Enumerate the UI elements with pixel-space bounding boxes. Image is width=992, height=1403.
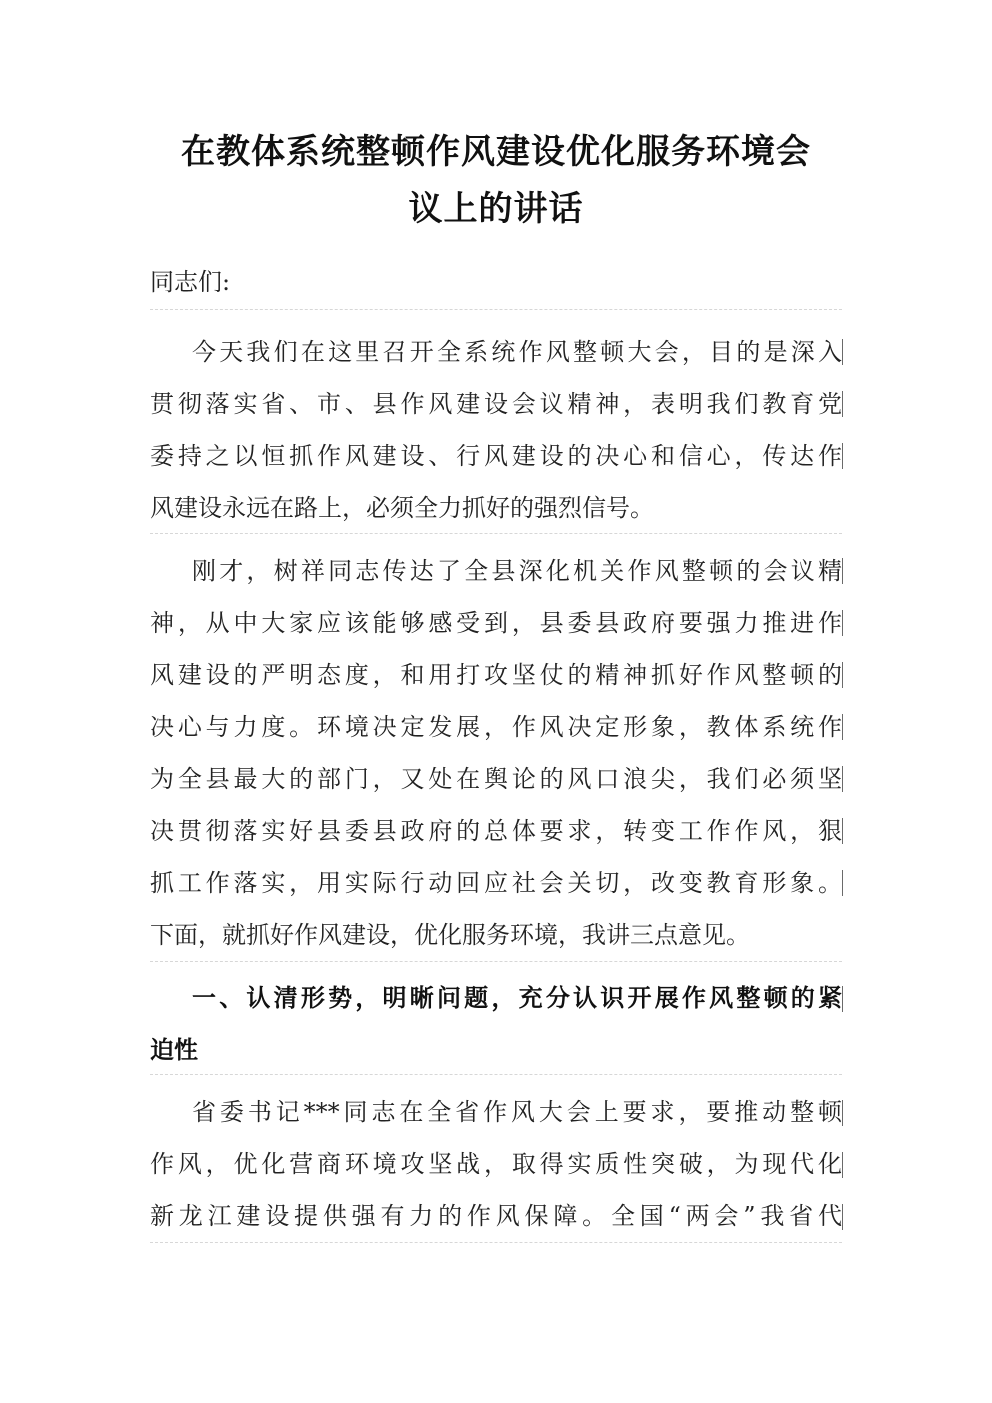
text-cursor-mark bbox=[842, 443, 843, 469]
title-line: 议上的讲话 bbox=[408, 189, 584, 229]
text-cursor-mark bbox=[842, 558, 843, 584]
text-line: 决贯彻落实好县委县政府的总体要求，转变工作作风，狠 bbox=[150, 817, 842, 845]
section-divider bbox=[150, 1242, 842, 1243]
document-title bbox=[150, 124, 842, 238]
text-line: 风建设永远在路上，必须全力抓好的强烈信号。 bbox=[150, 494, 654, 522]
text-line: 为全县最大的部门，又处在舆论的风口浪尖，我们必须坚 bbox=[150, 765, 842, 793]
heading-1 bbox=[150, 972, 842, 1076]
text-line: 委持之以恒抓作风建设、行风建设的决心和信心，传达作 bbox=[150, 442, 842, 470]
section-divider bbox=[150, 309, 842, 310]
paragraph-1 bbox=[150, 326, 842, 534]
text-line: 神，从中大家应该能够感受到，县委县政府要强力推进作 bbox=[150, 609, 842, 637]
text-cursor-mark bbox=[842, 714, 843, 740]
section-divider bbox=[150, 961, 842, 962]
text-line: 决心与力度。环境决定发展，作风决定形象，教体系统作 bbox=[150, 713, 842, 741]
text-cursor-mark bbox=[842, 766, 843, 792]
text-cursor-mark bbox=[842, 986, 843, 1012]
heading-line: 迫性 bbox=[150, 1035, 198, 1064]
text-cursor-mark bbox=[842, 870, 843, 896]
text-line: 今天我们在这里召开全系统作风整顿大会，目的是深入 bbox=[192, 338, 842, 366]
text-cursor-mark bbox=[842, 1100, 843, 1126]
title-line: 在教体系统整顿作风建设优化服务环境会 bbox=[181, 132, 811, 172]
paragraph-3 bbox=[150, 1086, 842, 1242]
text-line: 下面，就抓好作风建设，优化服务环境，我讲三点意见。 bbox=[150, 921, 750, 949]
text-cursor-mark bbox=[842, 391, 843, 417]
text-cursor-mark bbox=[842, 339, 843, 365]
text-line: 抓工作落实，用实际行动回应社会关切，改变教育形象。 bbox=[150, 869, 842, 897]
text-cursor-mark bbox=[842, 662, 843, 688]
text-line: 刚才，树祥同志传达了全县深化机关作风整顿的会议精 bbox=[192, 557, 842, 585]
heading-line: 一、认清形势，明晰问题，充分认识开展作风整顿的紧 bbox=[192, 983, 842, 1012]
section-divider bbox=[150, 1074, 842, 1075]
text-line: 作风，优化营商环境攻坚战，取得实质性突破，为现代化 bbox=[150, 1150, 842, 1178]
salutation: 同志们: bbox=[150, 268, 231, 296]
paragraph-2 bbox=[150, 545, 842, 961]
text-cursor-mark bbox=[842, 818, 843, 844]
text-cursor-mark bbox=[842, 610, 843, 636]
text-cursor-mark bbox=[842, 1152, 843, 1178]
section-divider bbox=[150, 533, 842, 534]
text-line: 风建设的严明态度，和用打攻坚仗的精神抓好作风整顿的 bbox=[150, 661, 842, 689]
text-line: 贯彻落实省、市、县作风建设会议精神，表明我们教育党 bbox=[150, 390, 842, 418]
text-cursor-mark bbox=[842, 1204, 843, 1230]
text-line: 新龙江建设提供强有力的作风保障。全国“两会”我省代 bbox=[150, 1202, 842, 1230]
text-line: 省委书记***同志在全省作风大会上要求，要推动整顿 bbox=[192, 1098, 842, 1126]
